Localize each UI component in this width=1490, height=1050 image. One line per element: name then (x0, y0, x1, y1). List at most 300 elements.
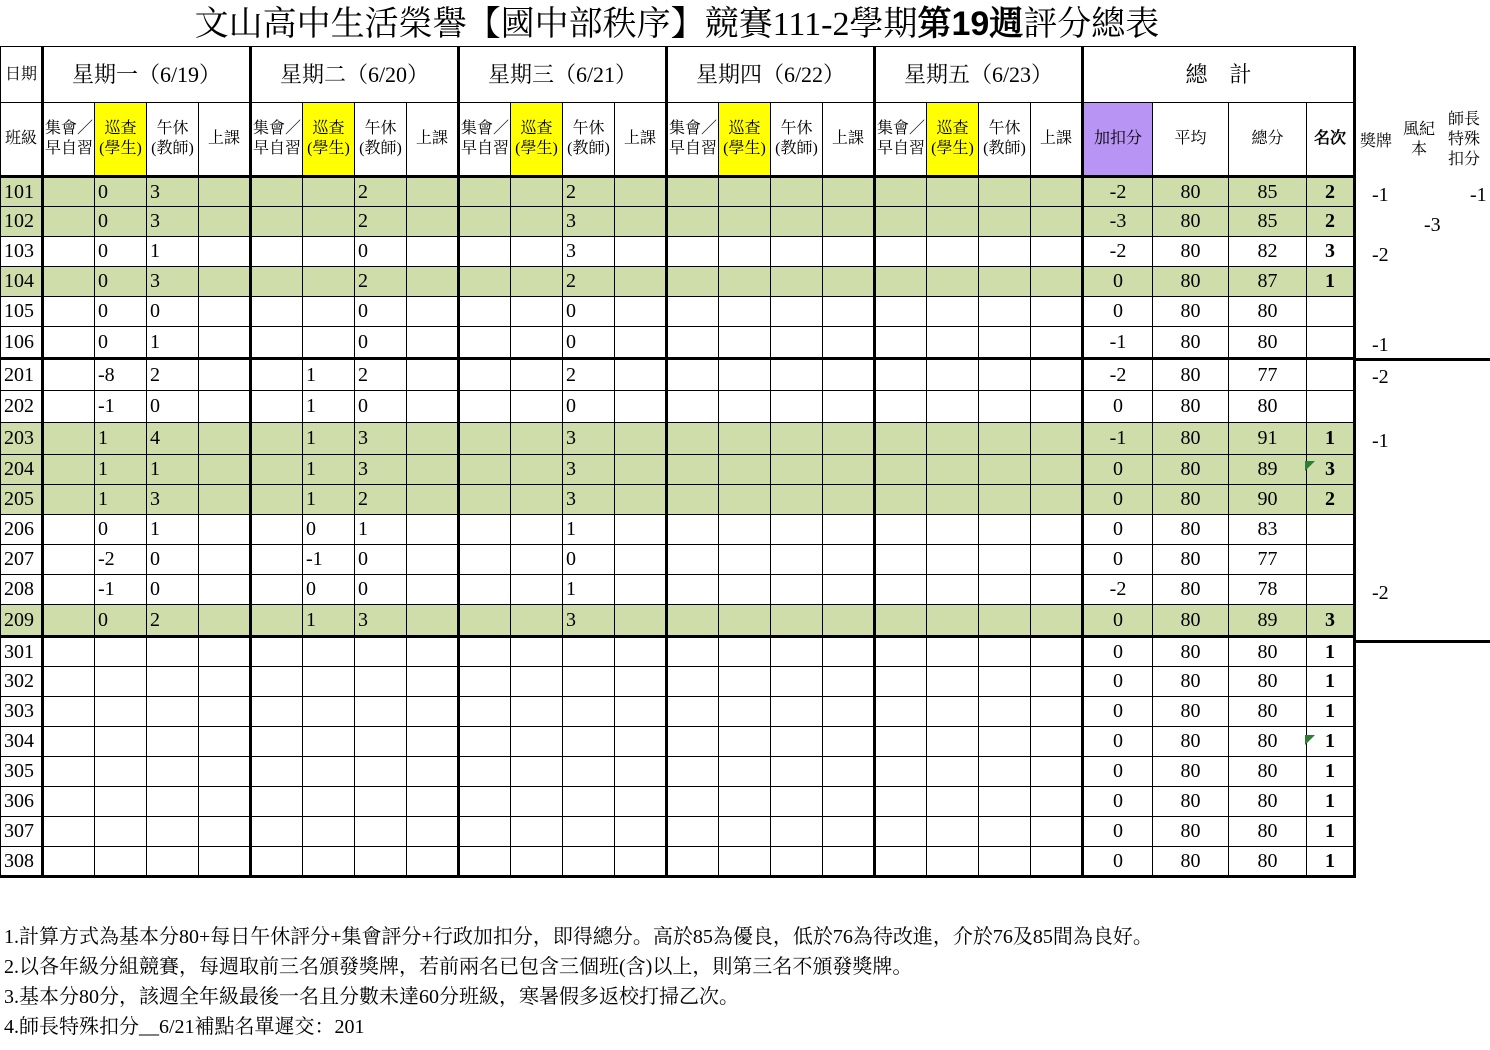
score-cell (355, 847, 407, 877)
score-cell (43, 757, 95, 787)
score-cell (615, 605, 667, 637)
group-divider-2 (1356, 640, 1490, 643)
score-cell (511, 515, 563, 545)
score-cell (43, 575, 95, 605)
score-cell (979, 177, 1031, 207)
score-cell: 0 (147, 297, 199, 327)
score-cell (355, 697, 407, 727)
score-cell (459, 327, 511, 359)
score-cell (823, 847, 875, 877)
score-cell (511, 697, 563, 727)
score-cell (407, 177, 459, 207)
score-cell (823, 757, 875, 787)
score-cell (875, 847, 927, 877)
score-cell (927, 237, 979, 267)
score-cell: 2 (147, 359, 199, 391)
score-cell (927, 605, 979, 637)
sub-header: 集會／早自習 (667, 103, 719, 177)
score-cell (823, 207, 875, 237)
score-cell: 0 (355, 237, 407, 267)
score-cell (823, 575, 875, 605)
score-cell (979, 359, 1031, 391)
score-cell: 1 (303, 605, 355, 637)
score-cell (251, 327, 303, 359)
score-cell (667, 727, 719, 757)
score-cell (927, 267, 979, 297)
class-number: 201 (1, 359, 43, 391)
score-cell (563, 727, 615, 757)
score-cell (823, 697, 875, 727)
rank-cell: 1 (1307, 727, 1355, 757)
score-cell (771, 297, 823, 327)
score-cell (875, 267, 927, 297)
score-cell (823, 423, 875, 455)
table-row (1, 327, 1355, 359)
score-cell (1031, 455, 1083, 485)
totals-sub-header: 平均 (1153, 103, 1229, 177)
score-cell (979, 787, 1031, 817)
adjust-cell: -2 (1083, 237, 1153, 267)
score-cell: 2 (355, 359, 407, 391)
score-cell (719, 727, 771, 757)
page-title: 文山高中生活榮譽【國中部秩序】競賽111-2學期第19週評分總表 (194, 5, 1160, 43)
score-cell (823, 515, 875, 545)
score-cell (875, 575, 927, 605)
score-cell (251, 515, 303, 545)
score-cell: 0 (303, 515, 355, 545)
score-cell (719, 787, 771, 817)
average-cell: 80 (1153, 605, 1229, 637)
score-cell (1031, 575, 1083, 605)
score-cell (771, 575, 823, 605)
total-cell: 80 (1229, 391, 1307, 423)
score-cell (407, 237, 459, 267)
score-cell: 1 (147, 327, 199, 359)
score-cell (199, 697, 251, 727)
average-cell: 80 (1153, 485, 1229, 515)
score-cell (563, 667, 615, 697)
score-cell: 0 (95, 207, 147, 237)
score-cell (459, 485, 511, 515)
date-label: 日期 (1, 47, 43, 103)
extra-header: 師長特殊扣分 (1447, 111, 1480, 168)
table-row (1, 757, 1355, 787)
score-cell (667, 207, 719, 237)
score-cell (719, 515, 771, 545)
score-cell (979, 637, 1031, 667)
rank-cell: 1 (1307, 267, 1355, 297)
score-cell (927, 485, 979, 515)
score-cell (251, 237, 303, 267)
rank-cell (1307, 297, 1355, 327)
score-cell (875, 697, 927, 727)
score-cell (355, 817, 407, 847)
score-cell (823, 817, 875, 847)
note-line: 4.師長特殊扣分__6/21補點名單遲交：201 (4, 1016, 365, 1038)
rank-cell: 1 (1307, 817, 1355, 847)
extra-cell: -1 (1470, 184, 1487, 206)
average-cell: 80 (1153, 667, 1229, 697)
sub-header: 午休(教師) (147, 103, 199, 177)
score-cell (719, 697, 771, 727)
score-cell (459, 359, 511, 391)
comment-marker (1305, 735, 1315, 745)
total-cell: 80 (1229, 757, 1307, 787)
total-cell: 78 (1229, 575, 1307, 605)
score-cell (615, 515, 667, 545)
score-cell (43, 787, 95, 817)
score-cell (407, 327, 459, 359)
class-number: 202 (1, 391, 43, 423)
class-number: 302 (1, 667, 43, 697)
score-cell (303, 327, 355, 359)
total-cell: 89 (1229, 455, 1307, 485)
score-cell (407, 667, 459, 697)
average-cell: 80 (1153, 267, 1229, 297)
total-cell: 80 (1229, 787, 1307, 817)
class-number: 308 (1, 847, 43, 877)
score-cell (1031, 545, 1083, 575)
score-cell (667, 423, 719, 455)
score-cell (979, 423, 1031, 455)
score-cell (927, 177, 979, 207)
score-cell (303, 847, 355, 877)
score-cell (1031, 423, 1083, 455)
score-cell: 0 (95, 267, 147, 297)
score-cell (147, 847, 199, 877)
score-cell: 3 (147, 267, 199, 297)
score-cell (43, 207, 95, 237)
score-cell: -8 (95, 359, 147, 391)
score-cell (927, 787, 979, 817)
score-cell (355, 667, 407, 697)
score-cell (771, 697, 823, 727)
score-cell: 3 (147, 485, 199, 515)
table-row (1, 237, 1355, 267)
score-cell (407, 485, 459, 515)
score-cell (251, 391, 303, 423)
score-cell (1031, 297, 1083, 327)
score-cell (615, 757, 667, 787)
score-cell (407, 727, 459, 757)
table-row (1, 423, 1355, 455)
score-cell (459, 207, 511, 237)
average-cell: 80 (1153, 237, 1229, 267)
score-cell (1031, 637, 1083, 667)
table-row (1, 787, 1355, 817)
score-cell (979, 485, 1031, 515)
adjust-cell: 0 (1083, 637, 1153, 667)
score-cell (719, 327, 771, 359)
score-cell (875, 817, 927, 847)
score-cell (979, 697, 1031, 727)
adjust-cell: -2 (1083, 359, 1153, 391)
score-cell (199, 177, 251, 207)
score-cell (667, 757, 719, 787)
score-cell (355, 787, 407, 817)
extra-cell: -2 (1372, 582, 1389, 604)
rank-cell: 1 (1307, 423, 1355, 455)
total-cell: 80 (1229, 727, 1307, 757)
score-cell (251, 727, 303, 757)
total-cell: 85 (1229, 177, 1307, 207)
score-cell (43, 515, 95, 545)
score-cell (199, 545, 251, 575)
total-cell: 83 (1229, 515, 1307, 545)
score-cell: 1 (95, 455, 147, 485)
score-cell (459, 177, 511, 207)
average-cell: 80 (1153, 297, 1229, 327)
score-cell (199, 455, 251, 485)
score-cell (771, 667, 823, 697)
class-number: 206 (1, 515, 43, 545)
adjust-cell: 0 (1083, 605, 1153, 637)
score-cell (563, 817, 615, 847)
sub-header: 上課 (615, 103, 667, 177)
score-cell (459, 817, 511, 847)
score-cell (407, 207, 459, 237)
class-number: 207 (1, 545, 43, 575)
total-cell: 90 (1229, 485, 1307, 515)
score-cell (459, 697, 511, 727)
class-number: 103 (1, 237, 43, 267)
class-label: 班級 (1, 103, 43, 177)
adjust-cell: -1 (1083, 423, 1153, 455)
score-cell (251, 787, 303, 817)
score-cell (823, 545, 875, 575)
score-cell (511, 637, 563, 667)
rank-cell: 3 (1307, 237, 1355, 267)
score-cell: 2 (563, 177, 615, 207)
score-cell (43, 455, 95, 485)
score-cell (719, 605, 771, 637)
score-cell (667, 391, 719, 423)
average-cell: 80 (1153, 847, 1229, 877)
score-cell (407, 515, 459, 545)
adjust-cell: 0 (1083, 727, 1153, 757)
score-cell (875, 485, 927, 515)
score-cell (615, 787, 667, 817)
score-cell: 3 (563, 455, 615, 485)
score-cell (667, 545, 719, 575)
score-cell (43, 727, 95, 757)
score-cell (719, 575, 771, 605)
score-cell (667, 667, 719, 697)
score-cell (771, 207, 823, 237)
score-cell (43, 667, 95, 697)
score-cell: -1 (95, 575, 147, 605)
score-cell (251, 847, 303, 877)
score-cell (251, 455, 303, 485)
score-cell: 2 (355, 485, 407, 515)
score-cell (303, 757, 355, 787)
score-cell (719, 297, 771, 327)
score-cell (719, 637, 771, 667)
score-cell (615, 423, 667, 455)
score-cell (615, 207, 667, 237)
score-cell (303, 177, 355, 207)
score-cell (615, 637, 667, 667)
score-cell (43, 545, 95, 575)
adjust-cell: 0 (1083, 757, 1153, 787)
average-cell: 80 (1153, 391, 1229, 423)
score-cell (667, 697, 719, 727)
rank-cell (1307, 515, 1355, 545)
group-divider-1 (1356, 358, 1490, 361)
class-number: 305 (1, 757, 43, 787)
score-cell (667, 485, 719, 515)
score-cell (511, 423, 563, 455)
total-cell: 80 (1229, 817, 1307, 847)
score-cell (823, 667, 875, 697)
score-cell (875, 391, 927, 423)
average-cell: 80 (1153, 327, 1229, 359)
score-cell (1031, 667, 1083, 697)
rank-cell: 1 (1307, 787, 1355, 817)
score-cell (927, 297, 979, 327)
total-cell: 77 (1229, 359, 1307, 391)
score-cell (979, 237, 1031, 267)
score-cell (459, 545, 511, 575)
total-cell: 89 (1229, 605, 1307, 637)
score-cell (875, 327, 927, 359)
score-cell (823, 455, 875, 485)
score-cell (459, 267, 511, 297)
score-cell (43, 637, 95, 667)
score-cell (95, 697, 147, 727)
rank-cell: 1 (1307, 757, 1355, 787)
score-cell (927, 359, 979, 391)
note-line: 3.基本分80分，該週全年級最後一名且分數未達60分班級，寒暑假多返校打掃乙次。 (4, 986, 739, 1008)
score-cell: 1 (563, 515, 615, 545)
score-cell (303, 667, 355, 697)
average-cell: 80 (1153, 455, 1229, 485)
score-cell (199, 207, 251, 237)
score-cell (719, 847, 771, 877)
score-cell (1031, 757, 1083, 787)
score-cell (1031, 327, 1083, 359)
score-cell (563, 757, 615, 787)
score-cell (199, 757, 251, 787)
score-cell (927, 327, 979, 359)
score-cell (511, 391, 563, 423)
sub-header: 上課 (823, 103, 875, 177)
score-cell: 3 (563, 237, 615, 267)
score-cell (511, 327, 563, 359)
score-cell (1031, 207, 1083, 237)
score-cell (615, 297, 667, 327)
extra-cell: -2 (1372, 366, 1389, 388)
score-cell (511, 485, 563, 515)
score-cell (771, 817, 823, 847)
score-cell (1031, 605, 1083, 637)
score-cell (43, 359, 95, 391)
class-number: 203 (1, 423, 43, 455)
score-cell (1031, 359, 1083, 391)
class-number: 204 (1, 455, 43, 485)
score-cell (979, 455, 1031, 485)
score-cell (407, 359, 459, 391)
score-cell (979, 847, 1031, 877)
score-cell (407, 297, 459, 327)
table-row (1, 637, 1355, 667)
sub-header: 巡查(學生) (719, 103, 771, 177)
extra-header: 風紀本 (1402, 121, 1435, 158)
score-cell: 2 (563, 267, 615, 297)
score-cell (615, 237, 667, 267)
class-number: 106 (1, 327, 43, 359)
score-cell (43, 177, 95, 207)
extra-cell: -2 (1372, 244, 1389, 266)
adjust-cell: 0 (1083, 485, 1153, 515)
table-row (1, 667, 1355, 697)
score-cell (95, 817, 147, 847)
extra-cell: -1 (1372, 184, 1389, 206)
score-cell (199, 847, 251, 877)
score-cell (875, 727, 927, 757)
score-cell (563, 697, 615, 727)
score-cell: 1 (147, 515, 199, 545)
score-cell (95, 667, 147, 697)
rank-cell (1307, 545, 1355, 575)
score-cell (875, 359, 927, 391)
score-cell (927, 847, 979, 877)
day-header: 星期四（6/22） (667, 47, 875, 103)
table-row (1, 177, 1355, 207)
score-cell (823, 267, 875, 297)
score-cell (719, 207, 771, 237)
score-cell (511, 207, 563, 237)
adjust-cell: 0 (1083, 667, 1153, 697)
score-cell: 3 (355, 455, 407, 485)
score-cell (823, 391, 875, 423)
adjust-cell: 0 (1083, 787, 1153, 817)
extra-cell: -3 (1424, 214, 1441, 236)
average-cell: 80 (1153, 423, 1229, 455)
score-cell (199, 391, 251, 423)
sub-header: 集會／早自習 (251, 103, 303, 177)
score-cell (199, 237, 251, 267)
score-cell (771, 359, 823, 391)
score-cell: 0 (147, 575, 199, 605)
score-cell (563, 637, 615, 667)
score-cell (927, 423, 979, 455)
score-cell: 0 (355, 545, 407, 575)
score-cell (771, 423, 823, 455)
totals-sub-header: 加扣分 (1083, 103, 1153, 177)
score-cell (251, 267, 303, 297)
adjust-cell: -2 (1083, 177, 1153, 207)
score-cell (875, 297, 927, 327)
score-cell (771, 545, 823, 575)
score-cell (979, 327, 1031, 359)
sub-header: 集會／早自習 (459, 103, 511, 177)
score-cell (407, 545, 459, 575)
score-cell (667, 575, 719, 605)
score-cell (927, 545, 979, 575)
score-cell (199, 787, 251, 817)
sub-header: 巡查(學生) (927, 103, 979, 177)
class-number: 101 (1, 177, 43, 207)
table-row (1, 697, 1355, 727)
score-cell (927, 757, 979, 787)
score-cell (979, 207, 1031, 237)
score-cell (979, 267, 1031, 297)
score-cell (667, 847, 719, 877)
score-cell (459, 787, 511, 817)
score-cell (563, 847, 615, 877)
score-cell (251, 637, 303, 667)
